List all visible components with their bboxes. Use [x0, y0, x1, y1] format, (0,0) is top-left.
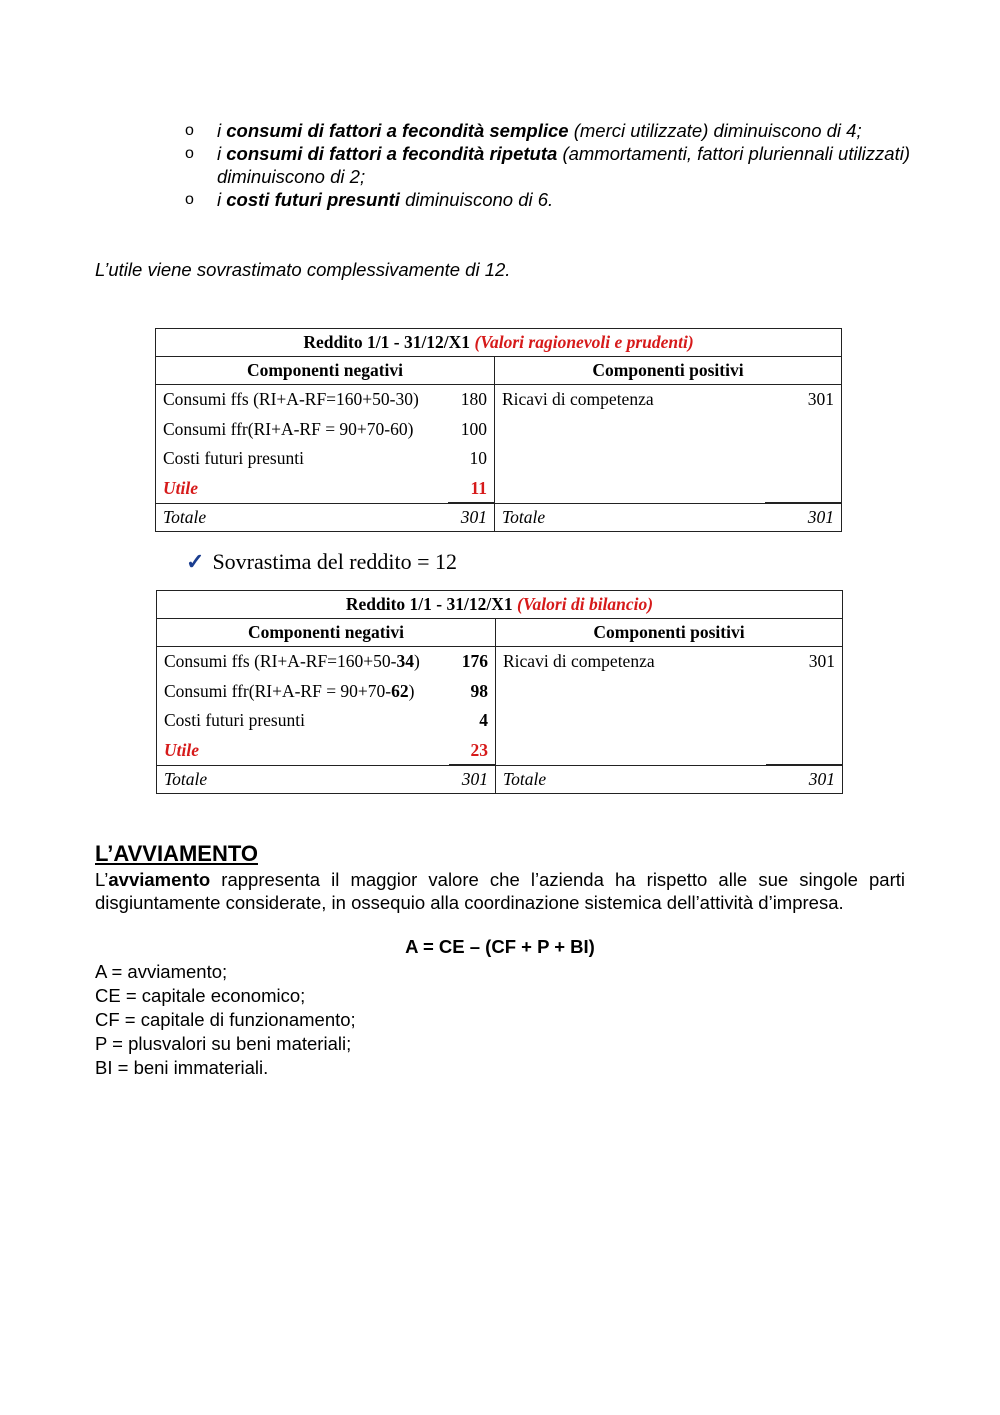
list-item: o i consumi di fattori a fecondità ripetuta (ammortamenti, fattori pluriennali utilizzati) diminuiscono di 2; [185, 143, 910, 187]
definition-list [95, 960, 356, 1080]
table-row: Consumi ffs (RI+A-RF=160+50-30) 180 [163, 389, 487, 409]
negative-total: Totale 301 [156, 504, 495, 532]
table-row: Costi futuri presunti 10 [163, 448, 487, 468]
table-row: Ricavi di competenza 301 [503, 651, 835, 671]
list-item: P = plusvalori su beni materiali; [95, 1033, 352, 1054]
table-title: Reddito 1/1 - 31/12/X1 (Valori di bilancio) [157, 591, 843, 619]
bullet-mark: o [185, 122, 194, 139]
positive-header: Componenti positivi [495, 357, 842, 385]
bullet-mark: o [185, 145, 194, 162]
table-title: Reddito 1/1 - 31/12/X1 (Valori ragionevoli e prudenti) [156, 329, 842, 357]
table-row: Consumi ffr(RI+A-RF = 90+70-60) 100 [163, 418, 487, 439]
list-item: o i consumi di fattori a fecondità semplice (merci utilizzate) diminuiscono di 4; [185, 120, 862, 141]
table-row: Consumi ffs (RI+A-RF=160+50-34) 176 [164, 651, 488, 671]
utile-row: Utile 11 [163, 477, 487, 498]
sum-line [449, 764, 496, 765]
list-item: A = avviamento; [95, 961, 228, 982]
utile-row: Utile 23 [164, 739, 488, 760]
table-row: Costi futuri presunti 4 [164, 710, 488, 730]
section-title: L’AVVIAMENTO [95, 841, 258, 866]
overestimate-line: ✓ Sovrastima del reddito = 12 [186, 549, 458, 574]
table-row: Ricavi di competenza 301 [502, 389, 834, 409]
goodwill-formula: A = CE – (CF + P + BI) [405, 936, 595, 957]
negative-column [157, 647, 496, 766]
list-item: o i costi futuri presunti diminuiscono di 6. [185, 189, 554, 210]
bullet-mark: o [185, 191, 194, 208]
table-row: Consumi ffr(RI+A-RF = 90+70-62) 98 [164, 680, 488, 701]
positive-column [496, 647, 843, 766]
negative-total: Totale 301 [157, 766, 496, 794]
negative-header: Componenti negativi [156, 357, 495, 385]
sum-line [765, 502, 842, 503]
positive-total: Totale 301 [496, 766, 843, 794]
check-icon: ✓ [186, 549, 205, 574]
sum-line [766, 764, 843, 765]
section-body: L’avviamento rappresenta il maggior valore che l’azienda ha rispetto alle sue singole parti disgiuntamente considerate, in ossequio alla coordinazione sistemica dell’attività d’impresa. [95, 869, 905, 913]
list-item: CF = capitale di funzionamento; [95, 1009, 356, 1030]
negative-header: Componenti negativi [157, 619, 496, 647]
positive-column [495, 385, 842, 504]
list-item: BI = beni immateriali. [95, 1057, 269, 1078]
sum-line [448, 502, 495, 503]
list-item: CE = capitale economico; [95, 985, 306, 1006]
overestimate-note: L’utile viene sovrastimato complessivamente di 12. [95, 259, 511, 280]
positive-total: Totale 301 [495, 504, 842, 532]
bullet-list [185, 119, 910, 211]
income-table-balance [156, 590, 843, 794]
income-table-prudent [155, 328, 842, 532]
negative-column [156, 385, 495, 504]
positive-header: Componenti positivi [496, 619, 843, 647]
